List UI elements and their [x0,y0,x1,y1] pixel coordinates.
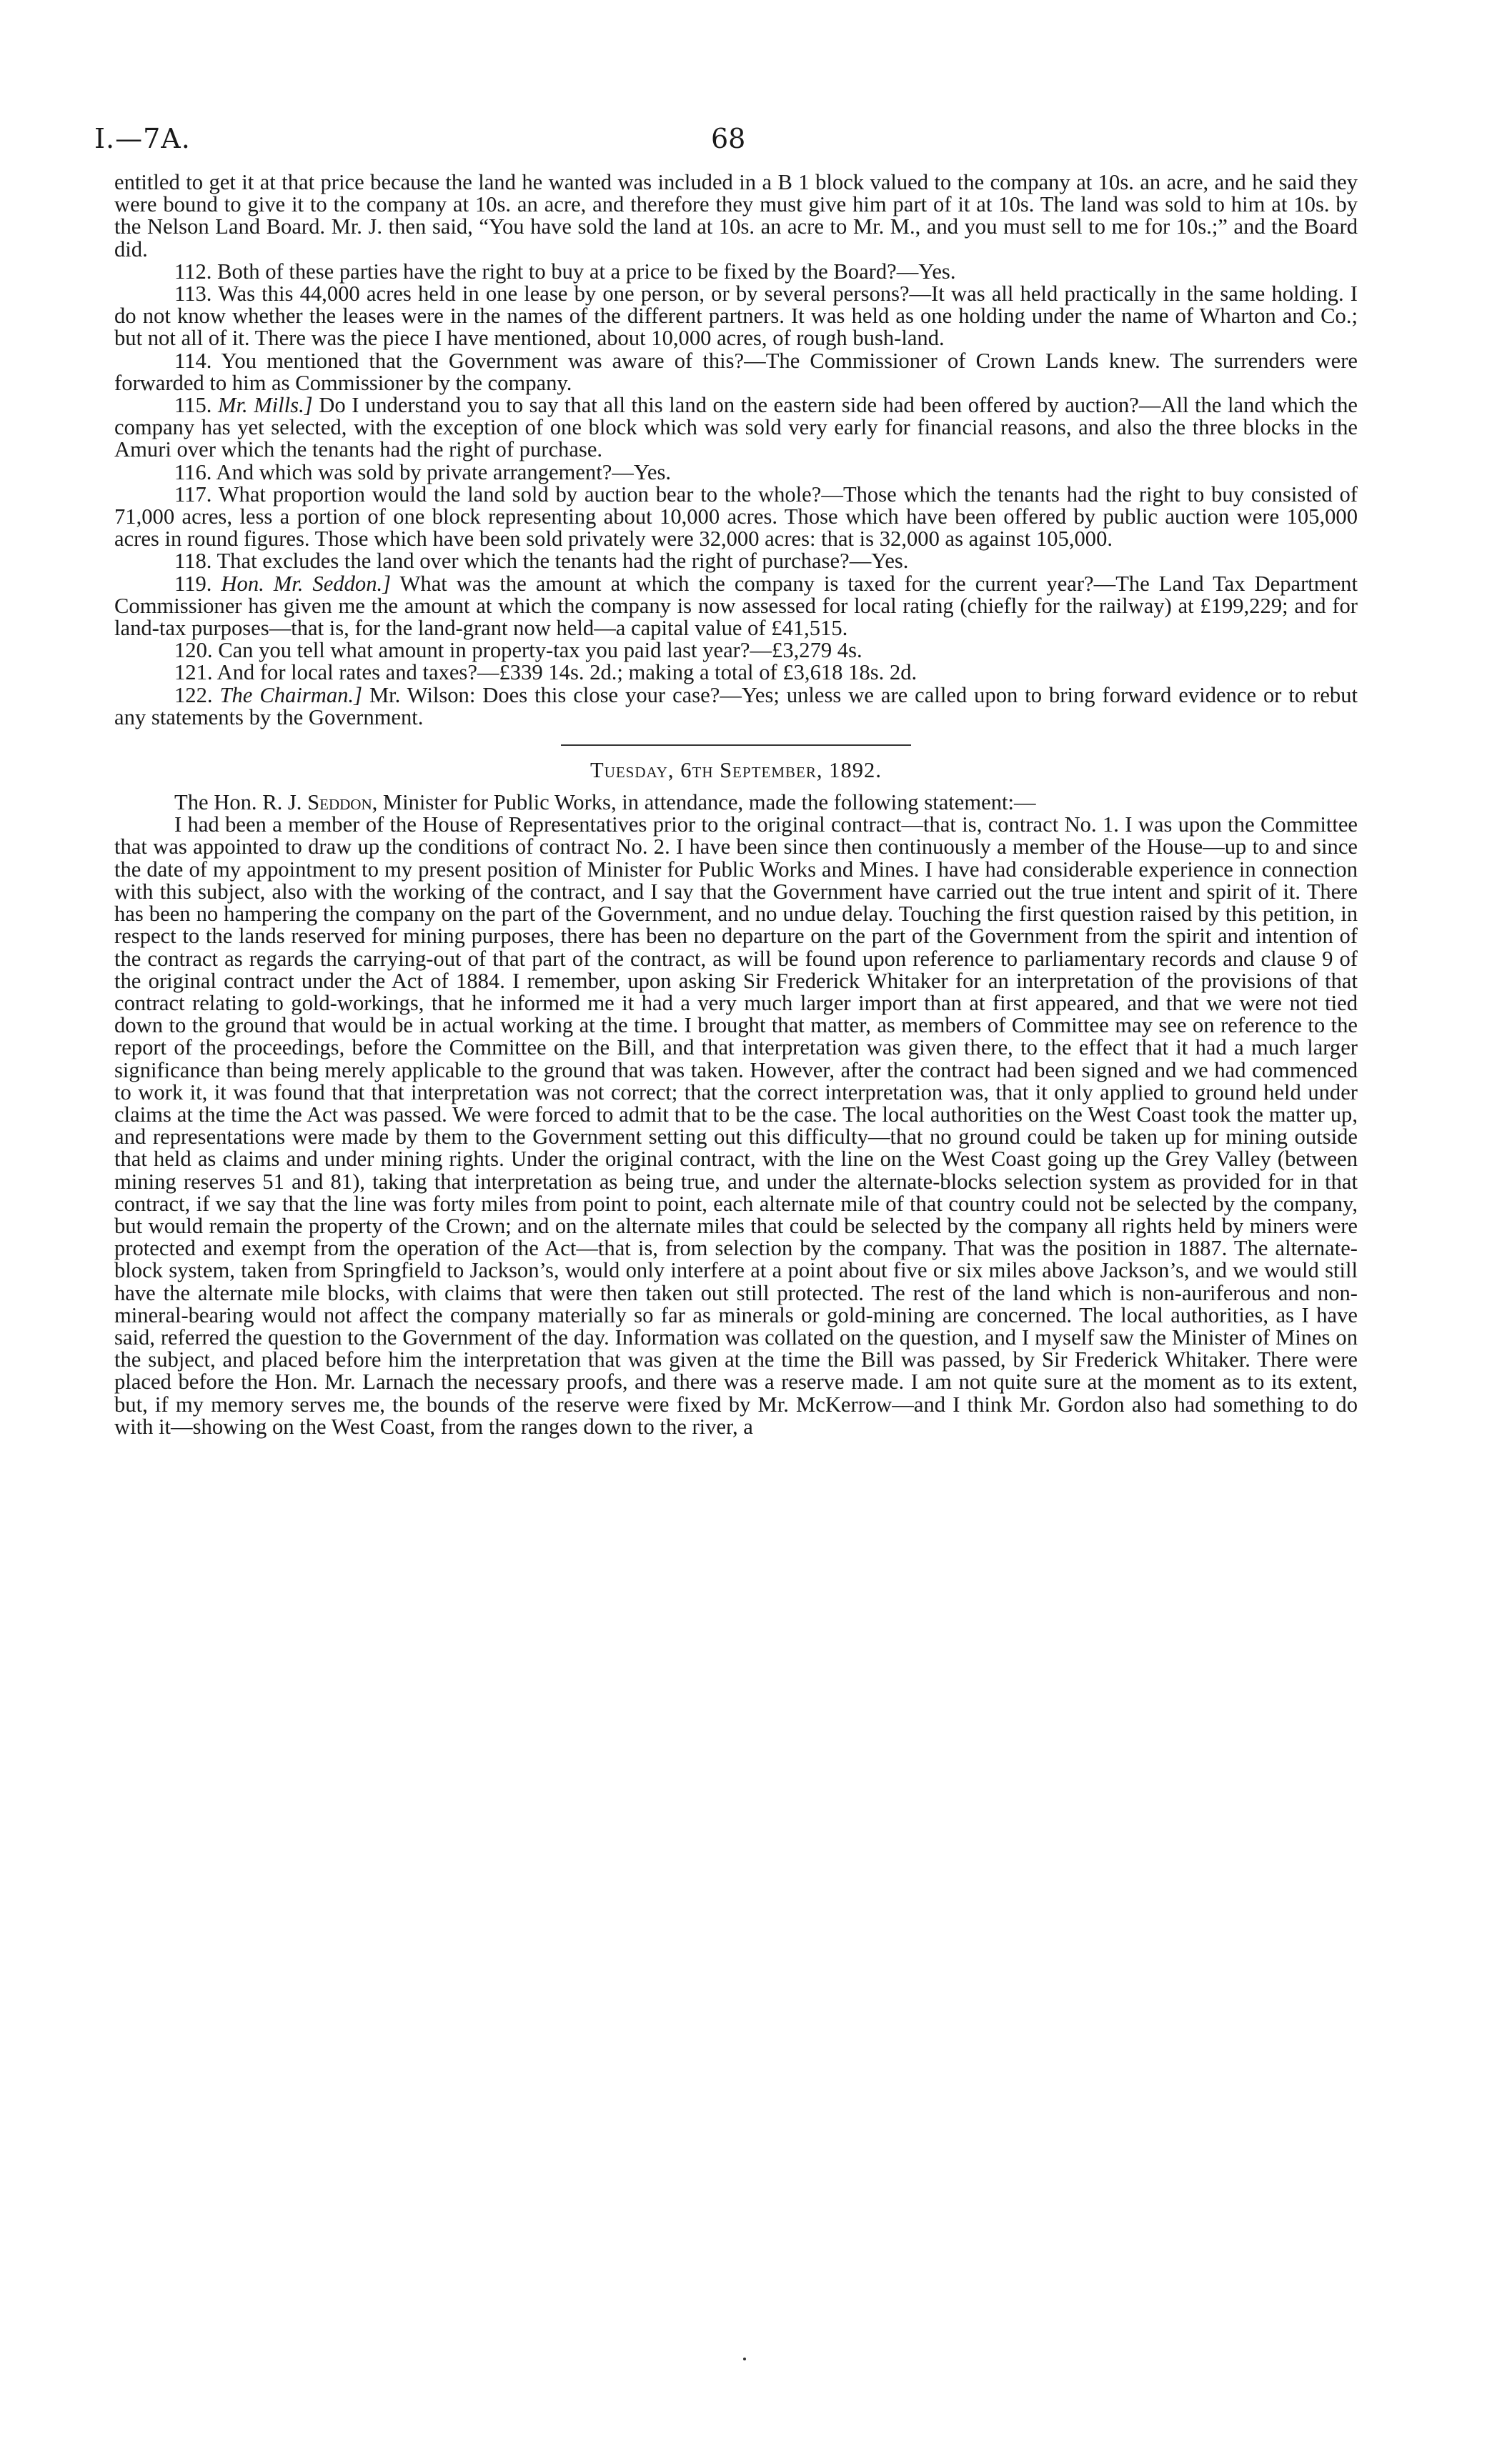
paragraph-continuation: entitled to get it at that price because the land he wanted was included in a B 1 block valued to the company at 10s. an acre, and he said they were bound to give it to the company at 10s. an acre, and therefore they must give him part of it at 10s. The land was sold to him at 10s. by the Nelson Land Board. Mr. J. then said, “You have sold the land at 10s. an acre to Mr. M., and you must sell to me for 10s.;” and the Board did. [114,170,1358,261]
running-header [94,107,1358,157]
statement-body: I had been a member of the House of Representatives prior to the original contract—that is, contract No. 1. I was upon the Committee that was appointed to draw up the conditions of contract No. 2. I have been since then continuously a member of the House—up to and since the date of my appointment to my present position of Minister for Public Works and Mines. I have had considerable experience in connection with this subject, also with the working of the contract, and I say that the Government have carried out the true intent and spirit of it. There has been no hampering the company on the part of the Government, and no undue delay. Touching the first question raised by this petition, in respect to the lands reserved for mining purposes, there has been no departure on the part of the Government from the spirit and intention of the contract as regards the carrying-out of that part of the contract, as will be found upon reference to parliamentary records and clause 9 of the original contract under the Act of 1884. I remember, upon asking Sir Frederick Whitaker for an interpretation of the provisions of that contract relating to gold-workings, that he informed me it had a very much larger import than at first appeared, and that we were not tied down to the ground that would be in actual working at the time. I brought that matter, as members of Committee may see on reference to the report of the proceedings, before the Committee on the Bill, and that interpretation was given there, to the effect that it had a much larger significance than being merely applicable to the ground that was taken. However, after the contract had been signed and we had commenced to work it, it was found that that interpretation was not correct; that the correct interpretation was, that it only applied to ground held under claims at the time the Act was passed. We were forced to admit that to be the case. The local authorities on the West Coast took the matter up, and representations were made by them to the Government setting out this difficulty—that no ground could be taken up for mining outside that held as claims and under mining rights. Under the original contract, with the line on the West Coast going up the Grey Valley (between mining reserves 51 and 81), taking that interpretation as being true, and under the alternate-blocks selection system as provided for in that contract, if we say that the line was forty miles from point to point, each alternate mile of that country could not be selected by the company, but would remain the property of the Crown; and on the alternate miles that could be selected by the company all rights held by miners were protected and exempt from the operation of the Act—that is, from selection by the company. That was the position in 1887. The alternate-block system, taken from Springfield to Jackson’s, would only interfere at a point about five or six miles above Jackson’s, and we would still have the alternate mile blocks, with claims that were then taken out still protected. The rest of the land which is non-auriferous and non-mineral-bearing would not affect the company materially so far as minerals or gold-mining are concerned. The local authorities, as I have said, referred the question to the Government of the day. Information was collated on the question, and I myself saw the Minister of Mines on the subject, and placed before him the interpretation that was given at the time the Bill was passed, by Sir Frederick Whitaker. There were placed before the Hon. Mr. Larnach the necessary proofs, and there was a reserve made. I am not quite sure at the moment as to its extent, but, if my memory serves me, the bounds of the reserve were fixed by Mr. McKerrow—and I think Mr. Gordon also had something to do with it—showing on the West Coast, from the ranges down to the river, a [114,812,1358,1439]
speaker-name: Hon. Mr. Seddon.] [221,571,392,596]
statement-introduction [114,792,1358,814]
document-reference: I.—7A. [94,123,191,154]
minister-statement [114,792,1358,1438]
question-122 [114,684,1358,729]
speaker-name: Mr. Mills.] [217,393,313,418]
page-number: 68 [711,123,746,154]
question-text: What was the amount at which the company is taxed for the current year?—The Land Tax Department Commissioner has given me the amount at which the company is now assessed for local rating (chiefly for the railway) at £199,229; and for land-tax purposes—that is, for the land-grant now held—a capital value of £41,515. [114,571,1358,641]
question-number: 115. [174,393,212,418]
speaker-name: The Chairman.] [219,682,362,707]
question-text: Do I understand you to say that all this land on the eastern side had been offered by auction?—All the land which the company has yet selected, with the exception of one block which was sold very early for financial reasons, and also the three blocks in the Amuri over which the tenants had the right of purchase. [114,393,1358,462]
minutes-of-evidence [114,171,1358,729]
session-date: Tuesday, 6th September, 1892. [590,758,882,783]
intro-text: The Hon. [174,790,263,815]
question-117: 117. What proportion would the land sold by auction bear to the whole?—Those which the tenants had the right to buy consisted of 71,000 acres, less a portion of one block representing about 10,000 acres. Those which have been offered by public auction were 105,000 acres in round figures. Those which have been sold privately were 32,000 acres: that is 32,000 as against 105,000. [114,482,1358,552]
section-divider [561,744,911,746]
question-text: Mr. Wilson: Does this close your case?—Yes; unless we are called upon to bring forward evidence or to rebut any statements by the Government. [114,682,1358,729]
question-114: 114. You mentioned that the Government was aware of this?—The Commissioner of Crown Lands knew. The surrenders were forwarded to him as Commissioner by the company. [114,348,1358,395]
question-112: 112. Both of these parties have the right to buy at a price to be fixed by the Board?—Yes. [174,259,956,284]
question-119 [114,573,1358,640]
question-121: 121. And for local rates and taxes?—£339 14s. 2d.; making a total of £3,618 18s. 2d. [174,660,917,685]
question-number: 119. [174,571,212,596]
question-115 [114,394,1358,462]
printer-mark [743,2358,746,2360]
question-113: 113. Was this 44,000 acres held in one lease by one person, or by several persons?—It was all held practically in the same holding. I do not know whether the leases were in the names of the different partners. It was held as one holding under the name of Wharton and Co.; but not all of it. There was the piece I have mentioned, about 10,000 acres, of rough bush-land. [114,281,1358,351]
question-118: 118. That excludes the land over which the tenants had the right of purchase?—Yes. [174,549,909,574]
minister-name: R. J. Seddon [262,790,372,815]
question-120: 120. Can you tell what amount in property-tax you paid last year?—£3,279 4s. [174,638,862,663]
question-116: 116. And which was sold by private arrangement?—Yes. [174,459,672,484]
question-number: 122. [174,682,213,707]
document-page [94,107,1358,1439]
intro-text: , Minister for Public Works, in attendance, made the following statement:— [372,790,1036,815]
